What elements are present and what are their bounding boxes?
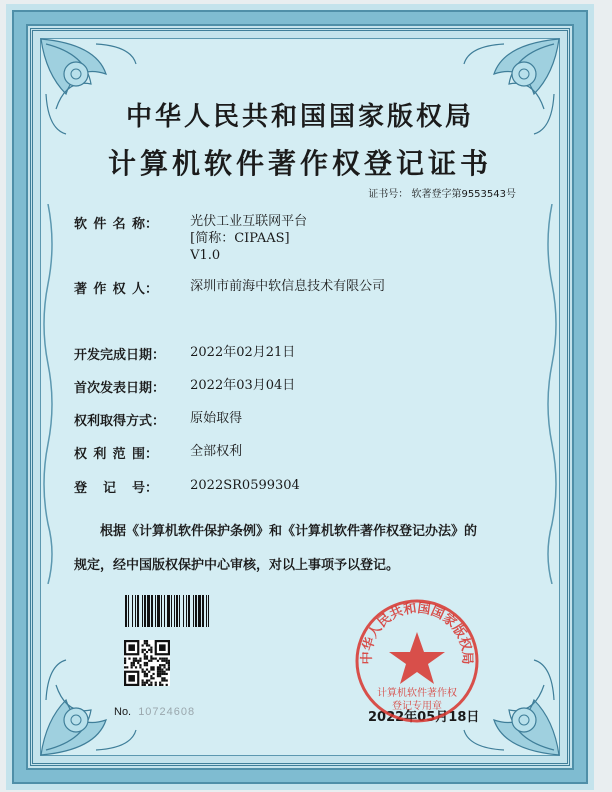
dev-date-value: 2022年02月21日 — [190, 345, 296, 360]
qr-module — [150, 649, 152, 651]
qr-module — [144, 673, 146, 675]
qr-module — [168, 664, 170, 666]
software-name-value: 光伏工业互联网平台 [简称：CIPAAS] V1.0 — [190, 214, 308, 263]
qr-module — [152, 668, 154, 670]
qr-module — [144, 664, 146, 666]
qr-module — [139, 658, 141, 660]
acquire-value: 原始取得 — [190, 411, 243, 426]
qr-module — [161, 677, 163, 679]
seal-star-icon — [389, 632, 445, 684]
software-name-row — [74, 213, 307, 264]
seal-inner-line-1: 计算机软件著作权 — [377, 688, 457, 699]
qr-module — [148, 660, 150, 662]
qr-code-image — [124, 640, 170, 686]
qr-module — [166, 668, 168, 670]
barcode-bar — [135, 595, 136, 627]
qr-module — [146, 673, 148, 675]
qr-module — [159, 664, 161, 666]
qr-module — [137, 660, 139, 662]
qr-module — [161, 660, 163, 662]
barcode-bar — [179, 595, 180, 627]
qr-module — [142, 644, 144, 646]
qr-module — [155, 682, 157, 684]
qr-module — [124, 660, 126, 662]
qr-module — [152, 666, 154, 668]
qr-module — [157, 666, 159, 668]
qr-finder — [128, 675, 135, 682]
copyright-owner-row — [74, 278, 385, 297]
qr-module — [124, 666, 126, 668]
qr-module — [142, 668, 144, 670]
qr-module — [166, 684, 168, 686]
qr-module — [131, 666, 133, 668]
qr-finder — [159, 644, 166, 651]
issuing-authority: 中华人民共和国国家版权局 — [125, 102, 474, 132]
barcode-bar — [164, 595, 165, 627]
qr-module — [150, 675, 152, 677]
qr-module — [161, 668, 163, 670]
qr-module — [148, 684, 150, 686]
serial-value: 10724608 — [138, 706, 196, 718]
qr-module — [157, 660, 159, 662]
barcode-bar — [183, 595, 184, 627]
qr-module — [168, 660, 170, 662]
qr-module — [152, 658, 154, 660]
registration-value: 2022SR0599304 — [190, 478, 300, 493]
qr-module — [161, 673, 163, 675]
scope-value: 全部权利 — [190, 444, 243, 459]
qr-module — [148, 644, 150, 646]
qr-module — [144, 640, 146, 642]
barcode-bar — [161, 595, 162, 627]
scope-row — [74, 443, 242, 462]
qr-module — [124, 658, 126, 660]
qr-module — [144, 675, 146, 677]
qr-module — [139, 666, 141, 668]
qr-module — [161, 658, 163, 660]
qr-module — [166, 660, 168, 662]
qr-module — [146, 640, 148, 642]
serial-label: No. — [114, 706, 132, 718]
barcode-bar — [142, 595, 143, 627]
qr-module — [146, 644, 148, 646]
qr-module — [159, 682, 161, 684]
qr-module — [144, 649, 146, 651]
qr-module — [139, 660, 141, 662]
qr-module — [157, 671, 159, 673]
qr-module — [135, 658, 137, 660]
qr-module — [135, 666, 137, 668]
qr-module — [142, 684, 144, 686]
qr-module — [159, 666, 161, 668]
barcode-bar — [176, 595, 178, 627]
qr-module — [161, 679, 163, 681]
qr-module — [144, 662, 146, 664]
qr-module — [133, 660, 135, 662]
acquire-label: 权利取得方式： — [74, 414, 166, 429]
qr-module — [124, 662, 126, 664]
certificate-title: 计算机软件著作权登记证书 — [107, 147, 492, 180]
barcode-bar — [206, 595, 207, 627]
qr-module — [163, 666, 165, 668]
qr-module — [159, 668, 161, 670]
barcode-bar — [128, 595, 129, 627]
qr-module — [159, 684, 161, 686]
qr-module — [146, 662, 148, 664]
barcode-bar — [144, 595, 146, 627]
qr-module — [146, 658, 148, 660]
pub-date-row — [74, 377, 295, 396]
qr-module — [155, 658, 157, 660]
qr-module — [146, 668, 148, 670]
qr-module — [131, 662, 133, 664]
qr-module — [163, 677, 165, 679]
qr-module — [146, 642, 148, 644]
qr-module — [150, 682, 152, 684]
barcode-bar — [155, 595, 156, 627]
qr-module — [168, 662, 170, 664]
qr-module — [148, 649, 150, 651]
qr-module — [146, 682, 148, 684]
serial-number — [114, 706, 195, 718]
official-seal — [352, 596, 482, 726]
registration-row — [74, 477, 300, 496]
qr-module — [144, 658, 146, 660]
qr-module — [166, 662, 168, 664]
qr-module — [161, 671, 163, 673]
qr-module — [142, 679, 144, 681]
qr-module — [159, 658, 161, 660]
qr-module — [126, 666, 128, 668]
qr-module — [161, 664, 163, 666]
barcode-bar — [132, 595, 133, 627]
qr-module — [157, 668, 159, 670]
cert-no-value: 软著登字第9553543号 — [411, 189, 516, 200]
qr-module — [163, 658, 165, 660]
qr-module — [159, 675, 161, 677]
qr-module — [133, 664, 135, 666]
qr-module — [152, 673, 154, 675]
qr-module — [163, 673, 165, 675]
qr-module — [155, 684, 157, 686]
qr-module — [163, 660, 165, 662]
statement-line-2: 规定，经中国版权保护中心审核，对以上事项予以登记。 — [74, 558, 400, 573]
barcode-bar — [171, 595, 172, 627]
qr-module — [137, 662, 139, 664]
barcode-bar — [208, 595, 209, 627]
qr-module — [150, 677, 152, 679]
qr-module — [142, 651, 144, 653]
owner-label: 著 作 权 人： — [74, 282, 158, 297]
qr-module — [150, 660, 152, 662]
qr-module — [152, 677, 154, 679]
barcode-bar — [198, 595, 201, 627]
barcode-bar — [195, 595, 197, 627]
qr-module — [166, 679, 168, 681]
qr-module — [150, 651, 152, 653]
qr-module — [144, 655, 146, 657]
barcode-bar — [188, 595, 190, 627]
qr-module — [146, 655, 148, 657]
qr-module — [168, 668, 170, 670]
qr-module — [139, 664, 141, 666]
qr-finder — [128, 644, 135, 651]
dev-date-label: 开发完成日期： — [74, 348, 166, 363]
qr-module — [146, 664, 148, 666]
pub-date-label: 首次发表日期： — [74, 381, 166, 396]
qr-module — [161, 684, 163, 686]
qr-module — [157, 675, 159, 677]
software-name-label: 软 件 名 称： — [74, 217, 158, 232]
qr-module — [150, 647, 152, 649]
qr-module — [150, 668, 152, 670]
qr-module — [144, 684, 146, 686]
barcode-bar — [157, 595, 160, 627]
qr-module — [159, 673, 161, 675]
barcode-bar — [125, 595, 127, 627]
barcode-bar — [167, 595, 170, 627]
barcode-bar — [186, 595, 187, 627]
barcode-bar — [202, 595, 204, 627]
qr-module — [163, 679, 165, 681]
qr-module — [150, 658, 152, 660]
statement-line-1: 根据《计算机软件保护条例》和《计算机软件著作权登记办法》的 — [100, 524, 478, 539]
cert-no-label: 证书号： — [368, 189, 409, 200]
qr-module — [144, 671, 146, 673]
qr-module — [135, 660, 137, 662]
qr-module — [150, 666, 152, 668]
issue-date: 2022年05月18日 — [368, 710, 480, 725]
qr-module — [131, 664, 133, 666]
qr-module — [144, 682, 146, 684]
barcode-bar — [193, 595, 194, 627]
qr-module — [146, 675, 148, 677]
qr-module — [166, 673, 168, 675]
registration-label: 登 记 号： — [74, 481, 158, 496]
scope-label: 权 利 范 围： — [74, 447, 158, 462]
dev-date-row — [74, 344, 295, 363]
barcode-bar — [137, 595, 139, 627]
certificate-number — [368, 185, 516, 200]
qr-module — [142, 649, 144, 651]
qr-module — [150, 655, 152, 657]
qr-module — [133, 662, 135, 664]
qr-module — [157, 673, 159, 675]
certificate-sheet — [6, 4, 594, 790]
qr-module — [148, 671, 150, 673]
qr-module — [159, 671, 161, 673]
qr-module — [142, 682, 144, 684]
pub-date-value: 2022年03月04日 — [190, 378, 296, 393]
qr-module — [144, 653, 146, 655]
barcode-image — [124, 594, 210, 628]
qr-module — [150, 684, 152, 686]
barcode-bar — [174, 595, 175, 627]
qr-module — [128, 658, 130, 660]
qr-module — [163, 671, 165, 673]
barcode-bar — [147, 595, 150, 627]
owner-value: 深圳市前海中软信息技术有限公司 — [190, 279, 386, 294]
qr-module — [166, 658, 168, 660]
qr-module — [148, 679, 150, 681]
barcode-bar — [151, 595, 153, 627]
qr-module — [142, 671, 144, 673]
seal-inner-line-2: 登记专用章 — [392, 701, 442, 712]
qr-module — [144, 642, 146, 644]
seal-ring-text: 中华人民共和国国家版权局 — [359, 601, 475, 665]
qr-module — [168, 666, 170, 668]
qr-module — [146, 651, 148, 653]
acquire-method-row — [74, 410, 242, 429]
qr-module — [133, 658, 135, 660]
qr-module — [163, 664, 165, 666]
qr-module — [146, 679, 148, 681]
